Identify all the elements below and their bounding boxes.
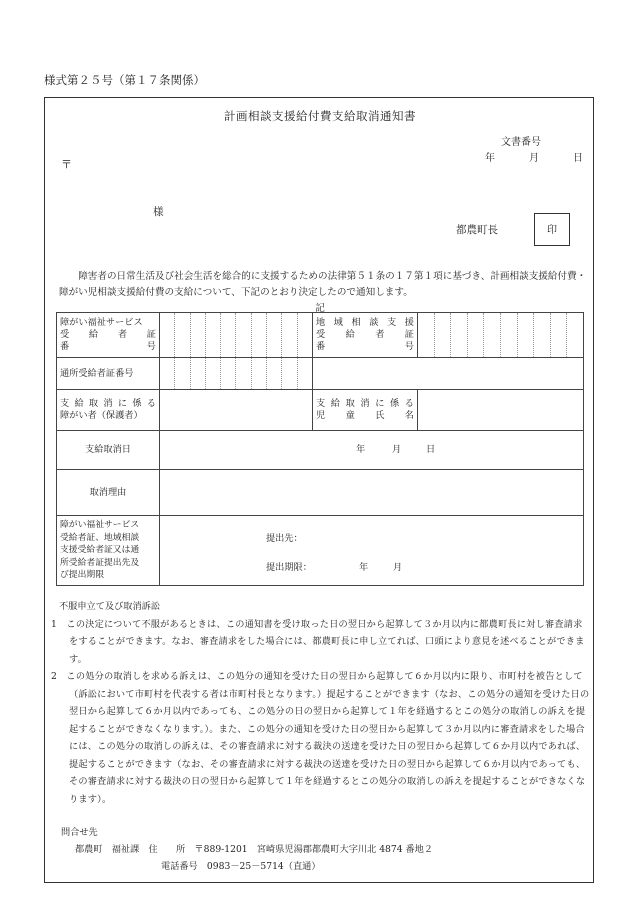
seal-box: 印: [534, 213, 570, 246]
cancel-date-label: 支給取消日: [57, 431, 160, 470]
intro-text: 障害者の日常生活及び社会生活を総合的に支援するための法律第５１条の１７第１項に基づき、計画相談支援給付費・障がい児相談支援給付費の支給について、下記のとおり決定したので通知します。: [59, 271, 587, 298]
reason-field[interactable]: [160, 470, 584, 516]
date-year: 年: [485, 153, 495, 164]
service-cert-number-field[interactable]: [160, 313, 313, 358]
service-cert-label: 障がい福祉サービス 受 給 者 証 番 号: [57, 313, 160, 358]
target-person-label: 支 給 取 消 に 係 る 障がい者（保護者）: [57, 390, 160, 431]
recipient-honorific: 様: [153, 206, 164, 218]
day-cert-blank: [313, 358, 584, 390]
doc-number-label: 文書番号: [501, 137, 541, 148]
notice-frame: [44, 97, 594, 883]
notes-item-1: 1 この決定について不服があるときは、この通知書を受け取った日の翌日から起算して３か月以内に都農町長に対し審査請求をすることができます。なお、審査請求をした場合には、都農町長に申し立てれば、口頭により意見を述べることができます。: [51, 618, 585, 665]
notes-item-2: 2 この処分の取消しを求める訴えは、この処分の通知を受けた日の翌日から起算して６か月以内に限り、市町村を被告として（訴訟において市町村を代表する者は市町村長となります。）提起することができます（なお、この処分の通知を受けた日の翌日から起算して６か月以内であっても、この処分の日の翌日から起算して１年を経過するとこの処分の取消しの訴えを提起することができなくなります。）。また、この処分の通知を受けた日の翌日から起算して３か月以内に審査請求をした場合には、この処分の取消しの訴えは、その審査請求に対する裁決の送達を受けた日の翌日から起算して６か月以内であれば、提起することができます（なお、その審査請求に対する裁決の送達を受けた日の翌日から起算して６か月以内であっても、その審査請求に対する裁決の日の翌日から起算して１年を経過するとこの処分の取消しの訴えを提起することができなくなります）。: [51, 671, 590, 805]
child-name-field[interactable]: [418, 390, 584, 431]
day-cert-number-field[interactable]: [160, 358, 313, 390]
date-day: 日: [573, 153, 583, 164]
day-cert-label: 通所受給者証番号: [57, 358, 160, 390]
child-name-label: 支 給 取 消 に 係 る 児 童 氏 名: [313, 390, 418, 431]
regional-cert-label: 地 域 相 談 支 援 受 給 者 証 番 号: [313, 313, 418, 358]
regional-cert-number-field[interactable]: [418, 313, 584, 358]
notes-heading: 不服申立て及び取消訴訟: [59, 601, 161, 612]
contact-address: 都農町 福祉課 住 所 〒889-1201 宮崎県児湯郡都農町大字川北 4874 番地２: [75, 844, 434, 855]
contact-block: [61, 824, 434, 875]
submit-deadline-label: 提出期限：: [266, 562, 312, 573]
details-table: [56, 312, 584, 586]
postal-mark: 〒: [61, 158, 72, 171]
form-number-label: 様式第２５号（第１７条関係）: [44, 73, 205, 87]
issuer-name: 都農町長: [456, 224, 498, 236]
submit-to-label: 提出先：: [266, 533, 303, 544]
document-title: 計画相談支援給付費支給取消通知書: [224, 109, 416, 123]
target-person-field[interactable]: [160, 390, 313, 431]
submit-label: 障がい福祉サービス 受給者証、地域相談 支援受給者証又は通 所受給者証提出先及 び提出期限: [57, 516, 160, 586]
contact-heading: 問合せ先: [61, 827, 98, 838]
ki-heading: 記: [315, 303, 325, 314]
appeal-notes: [51, 598, 591, 808]
date-month: 月: [529, 153, 539, 164]
submit-field[interactable]: 提出先： 提出期限： 年 月: [160, 516, 584, 586]
cancel-date-field[interactable]: 年 月 日: [160, 431, 584, 470]
reason-label: 取消理由: [57, 470, 160, 516]
contact-phone: 電話番号 0983－25－5714（直通）: [161, 861, 321, 872]
